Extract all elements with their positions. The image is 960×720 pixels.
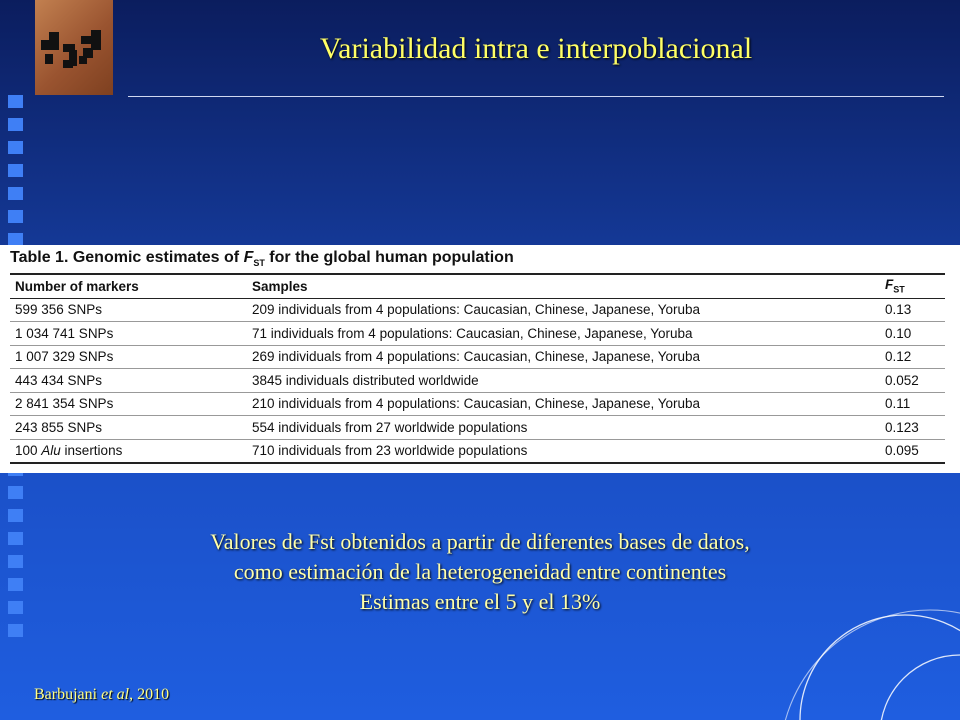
header-markers: Number of markers bbox=[10, 274, 247, 298]
cell-samples: 71 individuals from 4 populations: Caucasian, Chinese, Japanese, Yoruba bbox=[247, 322, 880, 346]
header-fst: $F_{ST}$ bbox=[880, 274, 945, 298]
table-row bbox=[10, 416, 945, 440]
table-caption: Table 1. Genomic estimates of $F_{ST}$ for the global human population bbox=[10, 249, 514, 269]
logo-emblem-icon bbox=[35, 0, 113, 95]
citation: Barbujani et al, 2010 bbox=[34, 686, 170, 703]
cell-fst: 0.11 bbox=[880, 392, 945, 416]
title-divider bbox=[128, 96, 944, 97]
cell-samples: 554 individuals from 27 worldwide populations bbox=[247, 416, 880, 440]
cell-samples: 209 individuals from 4 populations: Caucasian, Chinese, Japanese, Yoruba bbox=[247, 298, 880, 322]
cell-fst: 0.12 bbox=[880, 345, 945, 369]
fst-symbol: $F_{ST}$ bbox=[243, 249, 265, 269]
fst-table-panel bbox=[0, 245, 960, 473]
slide-caption bbox=[80, 527, 880, 617]
cell-fst: 0.052 bbox=[880, 369, 945, 393]
table-row bbox=[10, 298, 945, 322]
cell-samples: 269 individuals from 4 populations: Caucasian, Chinese, Japanese, Yoruba bbox=[247, 345, 880, 369]
caption-line: como estimación de la heterogeneidad entre continentes bbox=[233, 559, 727, 584]
cell-fst: 0.123 bbox=[880, 416, 945, 440]
cell-markers: 1 007 329 SNPs bbox=[10, 345, 247, 369]
cell-markers: 243 855 SNPs bbox=[10, 416, 247, 440]
table-row bbox=[10, 322, 945, 346]
fst-table bbox=[10, 273, 945, 464]
cell-markers: 443 434 SNPs bbox=[10, 369, 247, 393]
cell-samples: 710 individuals from 23 worldwide populations bbox=[247, 439, 880, 463]
cell-fst: 0.13 bbox=[880, 298, 945, 322]
cell-markers: 2 841 354 SNPs bbox=[10, 392, 247, 416]
cell-samples: 3845 individuals distributed worldwide bbox=[247, 369, 880, 393]
cell-markers: 1 034 741 SNPs bbox=[10, 322, 247, 346]
caption-line: Valores de Fst obtenidos a partir de diferentes bases de datos, bbox=[210, 529, 750, 554]
cell-samples: 210 individuals from 4 populations: Caucasian, Chinese, Japanese, Yoruba bbox=[247, 392, 880, 416]
cell-fst: 0.095 bbox=[880, 439, 945, 463]
table-row bbox=[10, 439, 945, 463]
table-row bbox=[10, 369, 945, 393]
header-samples: Samples bbox=[247, 274, 880, 298]
table-row bbox=[10, 345, 945, 369]
cell-fst: 0.10 bbox=[880, 322, 945, 346]
cell-markers: 100 Alu insertions bbox=[10, 439, 247, 463]
slide-title: Variabilidad intra e interpoblacional bbox=[319, 32, 753, 65]
cell-markers: 599 356 SNPs bbox=[10, 298, 247, 322]
caption-line: Estimas entre el 5 y el 13% bbox=[359, 589, 601, 614]
table-row bbox=[10, 392, 945, 416]
table-header-row bbox=[10, 274, 945, 298]
university-logo bbox=[35, 0, 113, 95]
